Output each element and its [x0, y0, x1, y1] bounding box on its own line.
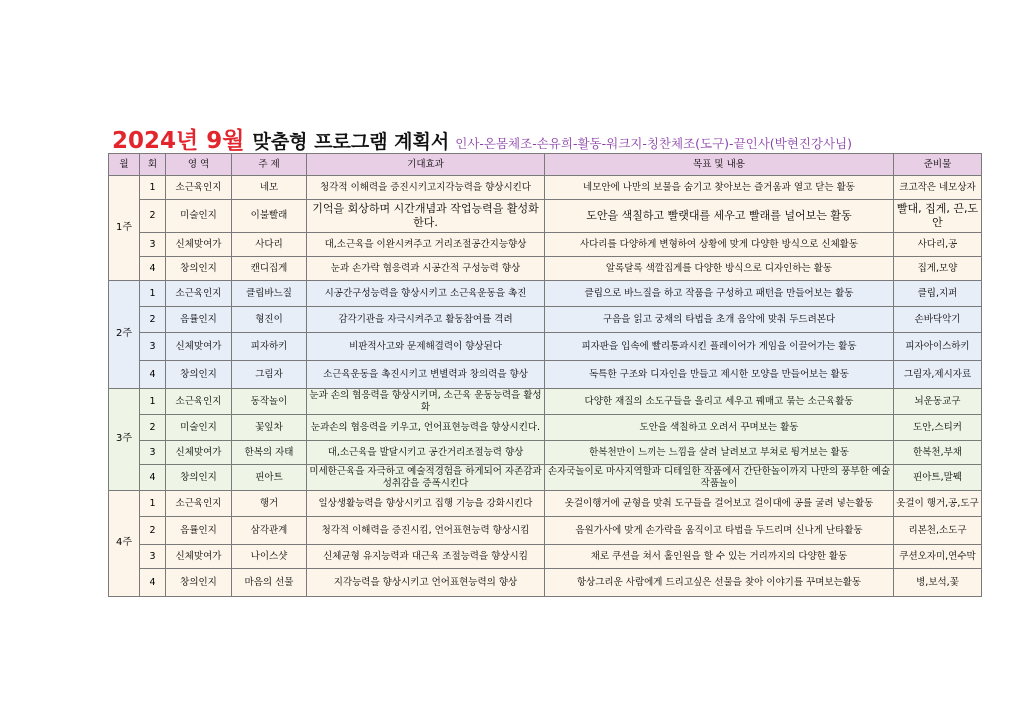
topic-cell: 핀아트: [232, 465, 307, 491]
area-cell: 신체맞여가: [166, 545, 232, 569]
week-label: 3주: [109, 389, 140, 491]
session-no: 3: [140, 233, 166, 257]
table-row: [109, 361, 982, 389]
topic-cell: 마음의 선물: [232, 569, 307, 597]
effect-cell: 눈과손의 협응력을 키우고, 언어표현능력을 향상시킨다.: [307, 415, 545, 441]
prep-cell: 리본천,소도구: [894, 517, 982, 545]
area-cell: 창의인지: [166, 361, 232, 389]
table-row: [109, 257, 982, 281]
area-cell: 미술인지: [166, 200, 232, 233]
topic-cell: 꽃잎차: [232, 415, 307, 441]
goal-cell: 클립으로 바느질을 하고 작품을 구성하고 패턴을 만들어보는 활동: [545, 281, 894, 307]
table-row: [109, 517, 982, 545]
prep-cell: 한복천,부채: [894, 441, 982, 465]
effect-cell: 청각적 이해력을 증진시킴, 언어표현능력 향상시킴: [307, 517, 545, 545]
session-no: 2: [140, 307, 166, 333]
goal-cell: 음원가사에 맞게 손가락을 움직이고 타법을 두드리며 신나게 난타활동: [545, 517, 894, 545]
week-label: 4주: [109, 491, 140, 597]
table-row: [109, 281, 982, 307]
session-no: 3: [140, 545, 166, 569]
area-cell: 창의인지: [166, 569, 232, 597]
session-no: 1: [140, 389, 166, 415]
topic-cell: 이불빨래: [232, 200, 307, 233]
area-cell: 신체맞여가: [166, 441, 232, 465]
goal-cell: 다양한 재질의 소도구들을 올리고 세우고 꿰매고 묶는 소근육활동: [545, 389, 894, 415]
session-no: 2: [140, 415, 166, 441]
prep-cell: 그림자,제시자료: [894, 361, 982, 389]
session-no: 2: [140, 200, 166, 233]
table-row: [109, 333, 982, 361]
title-subtitle: 인사-온몸체조-손유희-활동-워크지-칭찬체조(도구)-끝인사(박현진강사님): [455, 136, 852, 151]
table-row: [109, 233, 982, 257]
prep-cell: 사다리,공: [894, 233, 982, 257]
topic-cell: 네모: [232, 176, 307, 200]
table-row: [109, 491, 982, 517]
goal-cell: 네모안에 나만의 보물을 숨기고 찾아보는 즐거움과 열고 닫는 활동: [545, 176, 894, 200]
table-row: [109, 465, 982, 491]
topic-cell: 동작놀이: [232, 389, 307, 415]
area-cell: 소근육인지: [166, 491, 232, 517]
area-cell: 신체맞여가: [166, 333, 232, 361]
goal-cell: 손자국놀이로 마사지역할과 디테일한 작품에서 간단한놀이까지 나만의 풍부한 예술작품놀이: [545, 465, 894, 491]
program-plan-table: [108, 153, 982, 597]
header-area: 영 역: [166, 154, 232, 176]
prep-cell: 빨대, 집게, 끈,도안: [894, 200, 982, 233]
session-no: 3: [140, 441, 166, 465]
topic-cell: 그림자: [232, 361, 307, 389]
topic-cell: 사다리: [232, 233, 307, 257]
area-cell: 소근육인지: [166, 389, 232, 415]
session-no: 4: [140, 465, 166, 491]
area-cell: 소근육인지: [166, 176, 232, 200]
effect-cell: 눈과 손가락 협응력과 시공간적 구성능력 향상: [307, 257, 545, 281]
table-row: [109, 389, 982, 415]
table-row: [109, 200, 982, 233]
week-label: 1주: [109, 176, 140, 281]
prep-cell: 핀아트,말뭭: [894, 465, 982, 491]
prep-cell: 뇌운동교구: [894, 389, 982, 415]
topic-cell: 캔디집게: [232, 257, 307, 281]
table-row: [109, 307, 982, 333]
goal-cell: 도안을 색칠하고 빨랫대를 세우고 빨래를 널어보는 활동: [545, 200, 894, 233]
area-cell: 소근육인지: [166, 281, 232, 307]
prep-cell: 손바닥악기: [894, 307, 982, 333]
goal-cell: 사다리를 다양하게 변형하여 상황에 맞게 다양한 방식으로 신체활동: [545, 233, 894, 257]
goal-cell: 독특한 구조와 디자인을 만들고 제시한 모양을 만들어보는 활동: [545, 361, 894, 389]
effect-cell: 신체균형 유지능력과 대근육 조절능력을 향상시킴: [307, 545, 545, 569]
goal-cell: 도안을 색칠하고 오려서 꾸며보는 활동: [545, 415, 894, 441]
table-row: [109, 569, 982, 597]
effect-cell: 미세한근육을 자극하고 예술적경험을 하게되어 자존감과 성취감을 증폭시킨다: [307, 465, 545, 491]
effect-cell: 눈과 손의 협응력을 향상시키며, 소근육 운동능력을 활성화: [307, 389, 545, 415]
session-no: 1: [140, 491, 166, 517]
topic-cell: 형진이: [232, 307, 307, 333]
topic-cell: 삼각관계: [232, 517, 307, 545]
prep-cell: 집게,모양: [894, 257, 982, 281]
goal-cell: 알록달록 색깔집게를 다양한 방식으로 디자인하는 활동: [545, 257, 894, 281]
title-year-month: 2024년 9월: [112, 128, 245, 154]
topic-cell: 한복의 자태: [232, 441, 307, 465]
area-cell: 음률인지: [166, 517, 232, 545]
table-row: [109, 441, 982, 465]
prep-cell: 도안,스티커: [894, 415, 982, 441]
area-cell: 창의인지: [166, 465, 232, 491]
area-cell: 창의인지: [166, 257, 232, 281]
week-3-group: [109, 389, 982, 491]
header-prep: 준비물: [894, 154, 982, 176]
session-no: 3: [140, 333, 166, 361]
effect-cell: 기억을 회상하며 시간개념과 작업능력을 활성화한다.: [307, 200, 545, 233]
topic-cell: 클립바느질: [232, 281, 307, 307]
header-effect: 기대효과: [307, 154, 545, 176]
area-cell: 미술인지: [166, 415, 232, 441]
table-row: [109, 176, 982, 200]
area-cell: 음률인지: [166, 307, 232, 333]
effect-cell: 청각적 이해력을 증진시키고지각능력을 향상시킨다: [307, 176, 545, 200]
prep-cell: 피자아이스하키: [894, 333, 982, 361]
session-no: 2: [140, 517, 166, 545]
session-no: 4: [140, 569, 166, 597]
header-session: 회: [140, 154, 166, 176]
prep-cell: 클립,지퍼: [894, 281, 982, 307]
document-title: [112, 122, 852, 152]
topic-cell: 나이스샷: [232, 545, 307, 569]
goal-cell: 구음을 읽고 궁채의 타법을 초개 음악에 맞춰 두드려본다: [545, 307, 894, 333]
effect-cell: 대,소근육을 발달시키고 공간거리조절능력 향상: [307, 441, 545, 465]
title-name: 맞춤형 프로그램 계획서: [252, 131, 450, 153]
topic-cell: 피자하키: [232, 333, 307, 361]
prep-cell: 크고작은 네모상자: [894, 176, 982, 200]
goal-cell: 채로 쿠션을 쳐서 홀인원을 할 수 있는 거리까지의 다양한 활동: [545, 545, 894, 569]
prep-cell: 병,보석,꽃: [894, 569, 982, 597]
session-no: 4: [140, 257, 166, 281]
topic-cell: 행거: [232, 491, 307, 517]
effect-cell: 감각기관을 자극시켜주고 활동참여를 격려: [307, 307, 545, 333]
goal-cell: 피자판을 입속에 빨리통과시킨 플레이어가 게임을 이끌어가는 활동: [545, 333, 894, 361]
effect-cell: 소근육운동을 촉진시키고 변별력과 창의력을 향상: [307, 361, 545, 389]
goal-cell: 옷걸이행거에 균형을 맞춰 도구들을 걸어보고 걸이대에 공를 굴려 넣는활동: [545, 491, 894, 517]
goal-cell: 항상그리운 사람에게 드리고싶은 선물을 찾아 이야기를 꾸며보는활동: [545, 569, 894, 597]
prep-cell: 옷걸이 행거,공,도구: [894, 491, 982, 517]
effect-cell: 시공간구성능력을 향상시키고 소근육운동을 촉진: [307, 281, 545, 307]
effect-cell: 지각능력을 향상시키고 언어표현능력의 향상: [307, 569, 545, 597]
week-label: 2주: [109, 281, 140, 389]
table-row: [109, 545, 982, 569]
week-1-group: [109, 176, 982, 281]
effect-cell: 일상생활능력을 향상시키고 집행 기능을 강화시킨다: [307, 491, 545, 517]
table-header-row: [109, 154, 982, 176]
table-row: [109, 415, 982, 441]
effect-cell: 비판적사고와 문제해결력이 향상된다: [307, 333, 545, 361]
week-2-group: [109, 281, 982, 389]
session-no: 4: [140, 361, 166, 389]
area-cell: 신체맞여가: [166, 233, 232, 257]
header-goal: 목표 및 내용: [545, 154, 894, 176]
effect-cell: 대,소근육을 이완시켜주고 거리조절공간지능향상: [307, 233, 545, 257]
prep-cell: 쿠션오자미,연수막: [894, 545, 982, 569]
week-4-group: [109, 491, 982, 597]
goal-cell: 한복천만이 느끼는 느낌을 살려 날려보고 부쳐로 튕겨보는 활동: [545, 441, 894, 465]
header-topic: 주 제: [232, 154, 307, 176]
header-month: 월: [109, 154, 140, 176]
session-no: 1: [140, 281, 166, 307]
session-no: 1: [140, 176, 166, 200]
